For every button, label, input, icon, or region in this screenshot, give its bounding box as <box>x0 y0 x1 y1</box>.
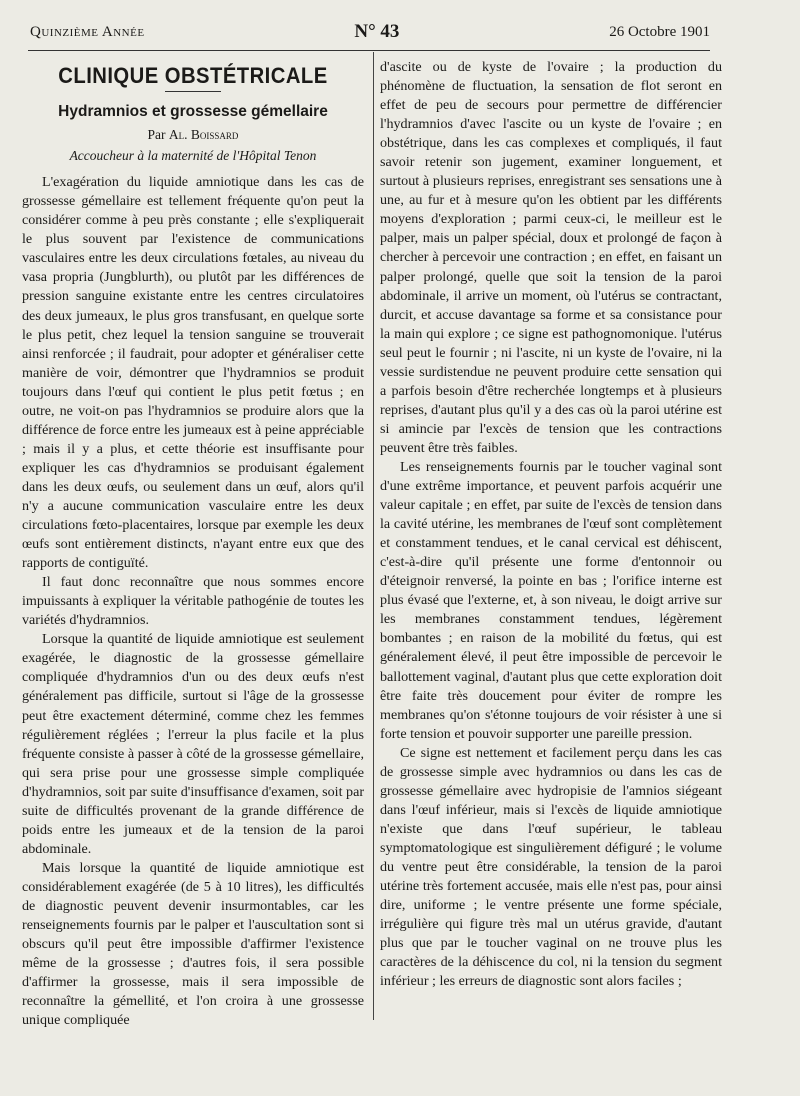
author-name: Al. Boissard <box>168 127 239 143</box>
paragraph: Ce signe est nettement et facilement perçu dans les cas de grossesse simple avec hydramnios ou dans les cas de grossesse gémellaire avec hydropisie de l'amnios siégeant dans l'œuf inférieur, mais si l'excès de liquide amniotique n'existe que dans l'œuf supérieur, le tableau symptomatologique est singulièrement défiguré ; le volume du ventre peut être considérable, la tension de la paroi utérine très fortement accusée, mais elle n'est pas, pour ainsi dire, uniforme ; le ventre présente une forme spéciale, irrégulière qui figure très mal un utérus gravide, d'autant plus que par le toucher vaginal on ne trouve plus les caractères de la déhiscence du col, ni la tension du segment inférieur ; les erreurs de diagnostic sont alors faciles ; <box>380 744 722 990</box>
article-author <box>22 125 364 144</box>
running-header <box>30 18 710 46</box>
article-subtitle: Hydramnios et grossesse gémellaire <box>58 103 328 121</box>
paragraph: Lorsque la quantité de liquide amniotique est seulement exagérée, le diagnostic de la grossesse gémellaire compliquée d'hydramnios d'un ou des deux œufs n'est généralement pas difficile, surtout si l'âge de la grossesse peut être exactement déterminé, comme chez les femmes régulièrement réglées ; l'erreur la plus facile et la plus fréquente consiste à passer à côté de la grossesse gémellaire, qui sera prise pour une grossesse simple compliquée d'hydramnios, soit par suite d'insuffisance d'examen, soit par suite de difficultés provenant de la grande différence de poids entre les jumeaux et de la tension de la paroi abdominale. <box>22 631 365 857</box>
paragraph: Il faut donc reconnaître que nous sommes encore impuissants à expliquer la véritable pathogénie de toutes les variétés d'hydramnios. <box>22 574 364 629</box>
paragraph: Les renseignements fournis par le toucher vaginal sont d'une extrême importance, et peuvent parfois acquérir une valeur capitale ; en effet, par suite de l'excès de tension dans la cavité utérine, les membranes de l'œuf sont complètement et constamment tendues, et le canal cervical est déhiscent, c'est-à-dire qu'il présente une forme d'entonnoir ou d'éteignoir renversé, la pointe en bas ; l'orifice interne est plus évasé que l'externe, et, à son niveau, le doigt arrive sur les membranes constamment tendues, légèrement bombantes ; en raison de la mobilité du fœtus, qui est généralement élevé, il peut être impossible de percevoir le ballottement vaginal, d'autant plus que cette exploration doit être faite très doucement pour éviter de rompre les membranes qu'on s'étonne toujours de voir résister à une si forte tension et pouvoir supporter une pareille pression. <box>380 458 722 742</box>
column-separator <box>373 52 374 1020</box>
author-affiliation: Accoucheur à la maternité de l'Hôpital Tenon <box>69 148 317 164</box>
paragraph: Mais lorsque la quantité de liquide amniotique est considérablement exagérée (de 5 à 10 litres), les difficultés de diagnostic peuvent devenir insurmontables, car les renseignements fournis par le palper et l'auscultation sont si obscurs qu'il peut être impossible d'affirmer l'existence même de la grossesse ; d'autres fois, il sera possible d'affirmer la grossesse, mais il sera impossible de reconnaître la gémellité, et l'on croira à une grossesse unique compliquée <box>22 859 364 1029</box>
author-prefix: Par <box>147 127 166 143</box>
right-column <box>380 58 722 991</box>
left-column <box>22 60 364 1030</box>
header-rule <box>28 50 710 51</box>
header-date: 26 Octobre 1901 <box>609 23 710 40</box>
header-year: Quinzième Année <box>30 23 145 40</box>
paragraph: L'exagération du liquide amniotique dans les cas de grossesse gémellaire est tellement fréquente qu'on peut la considérer comme à peu près constante ; elle s'expliquerait le plus souvent par l'existence de communications vasculaires entre les deux circulations fœtales, au niveau du vasa propria (Jungblurth), ou plutôt par les différences de pression sanguine existante entre les centres circulatoires des deux jumeaux, le plus gros transfusant, en quelque sorte le plus petit, chez lequel la tension sanguine se trouverait ainsi renforcée ; il faudrait, pour adopter et généraliser cette manière de voir, démontrer que l'hydramnios se produit toujours dans l'œuf qui contient le plus petit fœtus ; en outre, ne voit-on pas l'hydramnios se produire alors que la différence de force entre les jumeaux est à peine appréciable ; mais il y a plus, et cette théorie est insuffisante pour expliquer les cas d'hydramnios se produisant également dans les deux œufs, ou seulement dans un œuf, alors qu'il n'y a aucune communication vasculaire entre les deux circulations fœto-placentaires, lorsque par exemple les deux œufs sont entièrement distincts, n'ayant entre eux que des rapports de contiguïté. <box>22 174 364 572</box>
title-rule <box>165 91 221 92</box>
article-section-title: CLINIQUE OBSTÉTRICALE <box>58 63 328 88</box>
header-issue-number: N° 43 <box>354 21 400 42</box>
paragraph-continued: d'ascite ou de kyste de l'ovaire ; la production du phénomène de fluctuation, la sensation de flot seront en effet de peu de secours pour permettre de différencier l'hydramnios d'avec l'ascite ou un kyste de l'ovaire ; en obstétrique, dans les cas complexes et compliqués, il faut savoir retenir son jugement, examiner longuement, et surtout à plusieurs reprises, enregistrant ses sensations une à une, au fur et à mesure qu'on les obtient par les différents moyens d'exploration ; parmi ceux-ci, le meilleur est le palper, mais un palper spécial, doux et prolongé de façon à chercher à percevoir une contraction ; en effet, en faisant un palper prolongé, quelle que soit la tension de la paroi abdominale, il arrive un moment, où l'utérus se contractant, durcit, et accuse davantage sa forme et sa consistance pour la main qui explore ; ce signe est pathognomonique. l'utérus seul peut le fournir ; ni l'ascite, ni un kyste de l'ovaire, ni la vessie surdistendue ne peuvent produire cette sensation qui a parfois besoin d'être recherchée longtemps et à plusieurs reprises, d'autant plus qu'il y a des cas où la paroi utérine est si amincie par l'excès de tension que les contractions peuvent être très faibles. <box>380 59 722 456</box>
